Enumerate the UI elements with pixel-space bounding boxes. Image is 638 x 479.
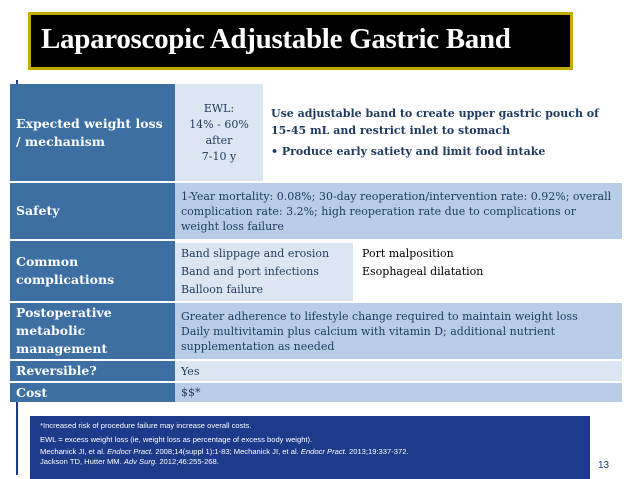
footnote-cost: *Increased risk of procedure failure may increase overall costs. bbox=[40, 421, 252, 430]
page-number: 13 bbox=[598, 460, 610, 471]
ewl-cell bbox=[175, 84, 263, 181]
footer-notes bbox=[30, 416, 590, 479]
complications-cell bbox=[175, 240, 622, 302]
ewl-range: 14% - 60% bbox=[189, 117, 249, 131]
cost-text: $$* bbox=[175, 382, 622, 402]
complication-item: Esophageal dilatation bbox=[362, 265, 484, 278]
expected-cell bbox=[175, 84, 622, 182]
postop-cell bbox=[175, 302, 622, 360]
table-row-expected bbox=[10, 84, 622, 182]
table-row-reversible bbox=[10, 360, 622, 382]
ewl-years: 7-10 y bbox=[201, 149, 237, 163]
title-banner bbox=[28, 12, 573, 70]
table-row-safety bbox=[10, 182, 622, 240]
postop-line-2: Daily multivitamin plus calcium with vitamin D; additional nutrient supplementation as needed bbox=[181, 324, 556, 353]
row-label-reversible: Reversible? bbox=[10, 360, 175, 382]
complication-item: Band and port infections bbox=[181, 265, 319, 278]
reversible-text: Yes bbox=[175, 360, 622, 382]
postop-line-1: Greater adherence to lifestyle change required to maintain weight loss bbox=[181, 309, 578, 323]
ewl-after: after bbox=[205, 133, 233, 147]
table-row-postop bbox=[10, 302, 622, 360]
complication-item: Port malposition bbox=[362, 247, 454, 260]
reference-2: Jackson TD, Hutter MM. Adv Surg. 2012;46:255-268. bbox=[40, 457, 219, 466]
complication-item: Balloon failure bbox=[181, 283, 264, 296]
row-label-safety: Safety bbox=[10, 182, 175, 240]
table-row-complications bbox=[10, 240, 622, 302]
mechanism-text: Use adjustable band to create upper gastric pouch of 15-45 mL and restrict inlet to stomach bbox=[271, 107, 599, 137]
corner-decoration bbox=[0, 12, 28, 70]
row-label-postop: Postoperative metabolic management bbox=[10, 302, 175, 360]
mechanism-cell bbox=[263, 84, 622, 181]
table-row-cost bbox=[10, 382, 622, 402]
mechanism-bullet: • Produce early satiety and limit food intake bbox=[271, 145, 546, 158]
row-label-expected: Expected weight loss / mechanism bbox=[10, 84, 175, 182]
row-label-cost: Cost bbox=[10, 382, 175, 402]
reference-1: Mechanick JI, et al. Endocr Pract. 2008;14(suppl 1):1-83; Mechanick JI, et al. Endocr Pract. 2013;19:337-372. bbox=[40, 447, 409, 456]
ewl-label: EWL: bbox=[203, 101, 235, 115]
complications-left bbox=[175, 242, 354, 301]
row-label-complications: Common complications bbox=[10, 240, 175, 302]
safety-text: 1-Year mortality: 0.08%; 30-day reoperation/intervention rate: 0.92%; overall complication rate: 3.2%; high reoperation rate due to complications or weight loss failure bbox=[175, 182, 622, 240]
slide-title: Laparoscopic Adjustable Gastric Band bbox=[41, 23, 511, 55]
footer-text-block bbox=[40, 419, 409, 467]
comparison-table bbox=[10, 84, 622, 402]
complications-right bbox=[354, 242, 623, 301]
complication-item: Band slippage and erosion bbox=[181, 247, 330, 260]
footnote-ewl: EWL = excess weight loss (ie, weight loss as percentage of excess body weight). bbox=[40, 435, 313, 444]
